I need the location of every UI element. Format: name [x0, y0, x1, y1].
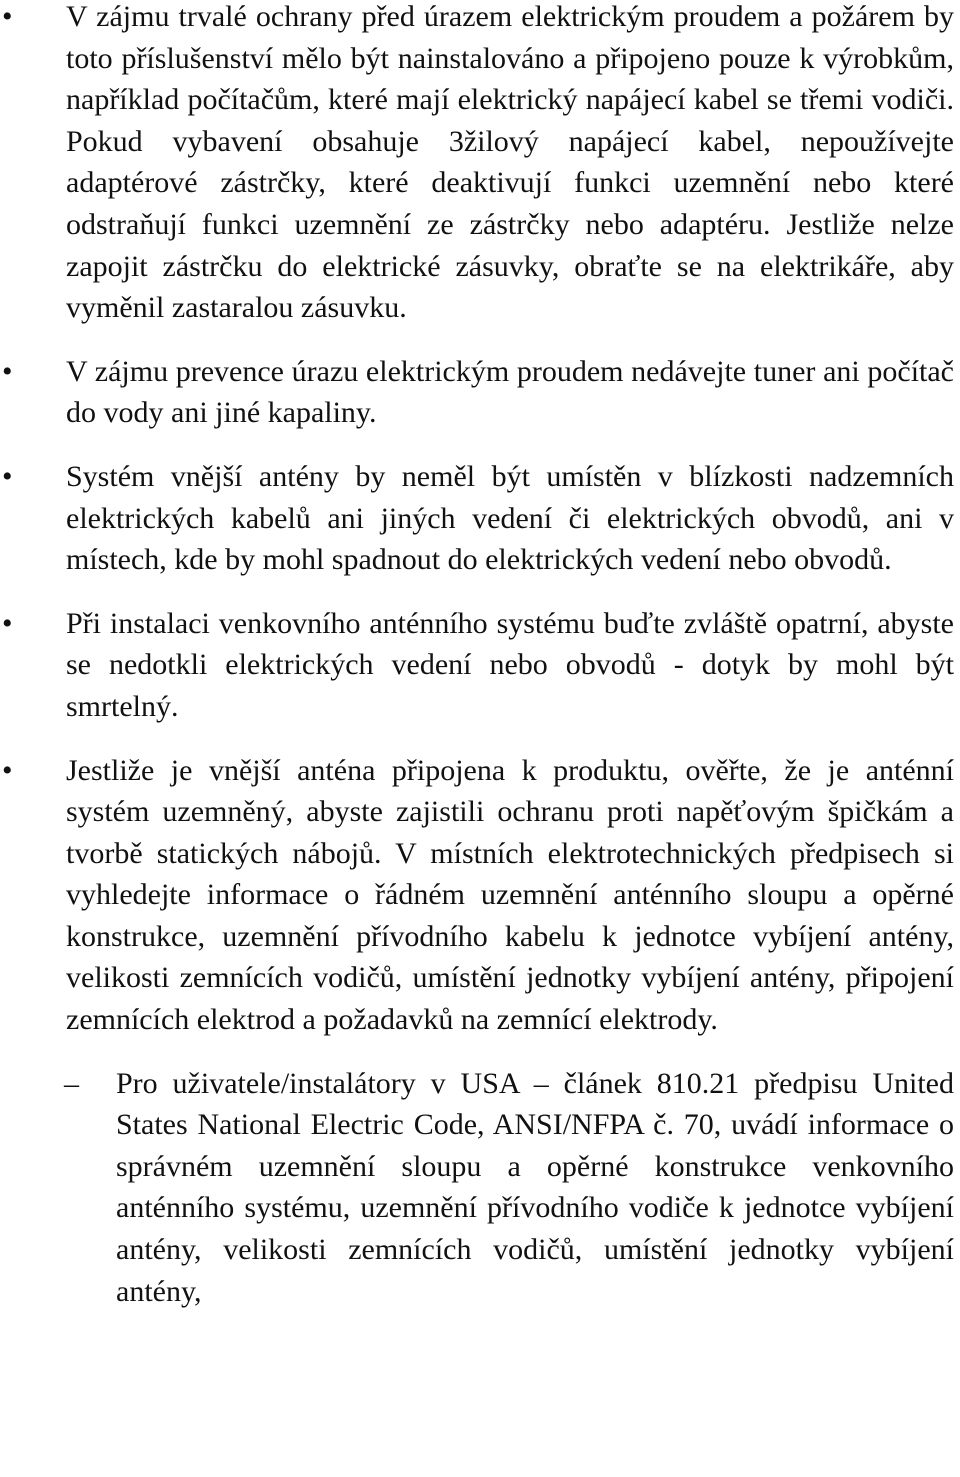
bullet-icon: •	[2, 606, 13, 640]
bullet-icon: •	[2, 0, 13, 33]
bullet-item-water	[0, 351, 960, 434]
bullet-text: V zájmu trvalé ochrany před úrazem elektrickým proudem a požárem by toto příslušenství mělo být nainstalováno a připojeno pouze k výrobkům, například počítačům, které mají elektrický napájecí kabel se třemi vodiči. Pokud vybavení obsahuje 3žilový napájecí kabel, nepoužívejte adaptérové zástrčky, které deaktivují funkci uzemnění nebo které odstraňují funkci uzemnění ze zástrčky nebo adaptéru. Jestliže nelze zapojit zástrčku do elektrické zásuvky, obraťte se na elektrikáře, aby vyměnil zastaralou zásuvku.	[66, 0, 954, 325]
bullet-icon: •	[2, 753, 13, 787]
dash-item-usa	[0, 1063, 960, 1313]
bullet-text: Systém vnější antény by neměl být umístěn v blízkosti nadzemních elektrických kabelů ani jiných vedení či elektrických obvodů, ani v místech, kde by mohl spadnout do elektrických vedení nebo obvodů.	[66, 459, 954, 577]
bullet-icon: •	[2, 354, 13, 388]
bullet-text: V zájmu prevence úrazu elektrickým proudem nedávejte tuner ani počítač do vody ani jiné kapaliny.	[66, 354, 954, 430]
bullet-text: Jestliže je vnější anténa připojena k produktu, ověřte, že je anténní systém uzemněný, abyste zajistili ochranu proti napěťovým špičkám a tvorbě statických nábojů. V místních elektrotechnických předpisech si vyhledejte informace o řádném uzemnění anténního sloupu a opěrné konstrukce, uzemnění přívodního kabelu k jednotce vybíjení antény, velikosti zemnících vodičů, umístění jednotky vybíjení antény, připojení zemnících elektrod a požadavků na zemnící elektrody.	[66, 753, 954, 1037]
bullet-item-installation	[0, 603, 960, 728]
bullet-item-antenna-location	[0, 456, 960, 581]
usa-dash-list	[0, 1063, 960, 1313]
dash-icon: –	[64, 1066, 79, 1100]
bullet-text: Při instalaci venkovního anténního systému buďte zvláště opatrní, abyste se nedotkli elektrických vedení nebo obvodů - dotyk by mohl být smrtelný.	[66, 606, 954, 723]
bullet-item-grounding	[0, 0, 960, 329]
dash-text: Pro uživatele/instalátory v USA – článek 810.21 předpisu United States National Electric Code, ANSI/NFPA č. 70, uvádí informace o správném uzemnění sloupu a opěrné konstrukce venkovního anténního systému, uzemnění přívodního vodiče k jednotce vybíjení antény, velikosti zemnících vodičů, umístění jednotky vybíjení antény,	[116, 1066, 954, 1308]
bullet-icon: •	[2, 459, 13, 493]
bullet-item-antenna-grounding	[0, 750, 960, 1041]
